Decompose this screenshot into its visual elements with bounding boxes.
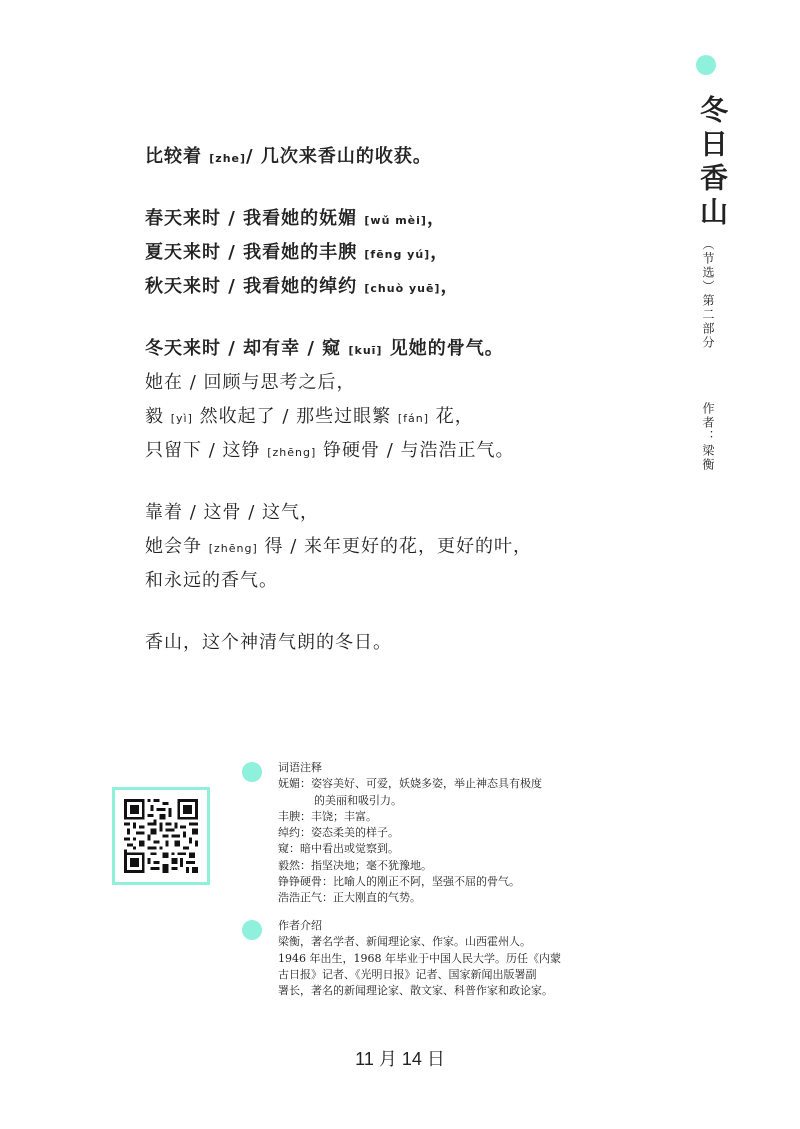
note-item: 绰约：姿态柔美的样子。 xyxy=(278,826,399,840)
poem-line-11: 和永远的香气。 xyxy=(145,570,278,591)
poem-line-10: 她会争 [zhēng] 得 / 来年更好的花，更好的叶， xyxy=(145,536,533,557)
author-dot xyxy=(242,920,262,940)
poem-line-3: 夏天来时 / 我看她的丰腴 [fēng yú]， xyxy=(145,242,450,263)
notes-title: 词语注释 xyxy=(278,761,322,774)
poem-line-9: 靠着 / 这骨 / 这气， xyxy=(145,502,320,523)
vocabulary-notes xyxy=(278,760,618,907)
author-intro-title: 作者介绍 xyxy=(278,919,322,932)
poem-line-7: 毅 [yì] 然收起了 / 那些过眼繁 [fán] 花， xyxy=(145,406,474,427)
note-item: 浩浩正气：正大刚直的气势。 xyxy=(278,891,421,905)
qr-code-icon xyxy=(124,799,198,873)
note-item: 窥：暗中看出或觉察到。 xyxy=(278,842,399,856)
qr-code[interactable] xyxy=(112,787,210,885)
note-item: 妩媚：姿容美好、可爱，妖娆多姿，举止神态具有极度 xyxy=(278,777,542,791)
author-intro-line: 梁衡，著名学者、新闻理论家、作家。山西霍州人。 xyxy=(278,935,531,949)
notes-dot xyxy=(242,762,262,782)
poem-line-5: 冬天来时 / 却有幸 / 窥 [kuī] 见她的骨气。 xyxy=(145,338,504,359)
poem-line-4: 秋天来时 / 我看她的绰约 [chuò yuē]， xyxy=(145,276,460,297)
page-date: 11 月 14 日 xyxy=(355,1049,445,1069)
note-item: 毅然：指坚决地；毫不犹豫地。 xyxy=(278,858,432,872)
accent-dot xyxy=(696,55,716,75)
note-item: 丰腴：丰饶；丰富。 xyxy=(278,809,377,823)
poem-line-1: 比较着 [zhe]/ 几次来香山的收获。 xyxy=(145,146,432,167)
author-intro-line: 1946 年出生，1968 年毕业于中国人民大学。历任《内蒙 xyxy=(278,951,561,965)
poem-line-6: 她在 / 回顾与思考之后， xyxy=(145,372,356,393)
vertical-author: 作者：梁衡 xyxy=(701,402,715,472)
note-item: 铮铮硬骨：比喻人的刚正不阿，坚强不屈的骨气。 xyxy=(278,875,520,889)
vertical-subtitle: （节选）第二部分 xyxy=(701,238,715,350)
author-intro-line: 古日报》记者、《光明日报》记者、国家新闻出版署副 xyxy=(278,967,537,981)
note-item: 的美丽和吸引力。 xyxy=(314,793,402,807)
poem-line-2: 春天来时 / 我看她的妩媚 [wǔ mèi]， xyxy=(145,208,446,229)
vertical-title: 冬日香山 xyxy=(696,95,729,231)
poem-line-12: 香山，这个神清气朗的冬日。 xyxy=(145,632,392,653)
poem xyxy=(145,140,665,660)
poem-line-8: 只留下 / 这铮 [zhēng] 铮硬骨 / 与浩浩正气。 xyxy=(145,440,515,461)
author-intro xyxy=(278,918,618,999)
author-intro-line: 署长，著名的新闻理论家、散文家、科普作家和政论家。 xyxy=(278,984,553,998)
